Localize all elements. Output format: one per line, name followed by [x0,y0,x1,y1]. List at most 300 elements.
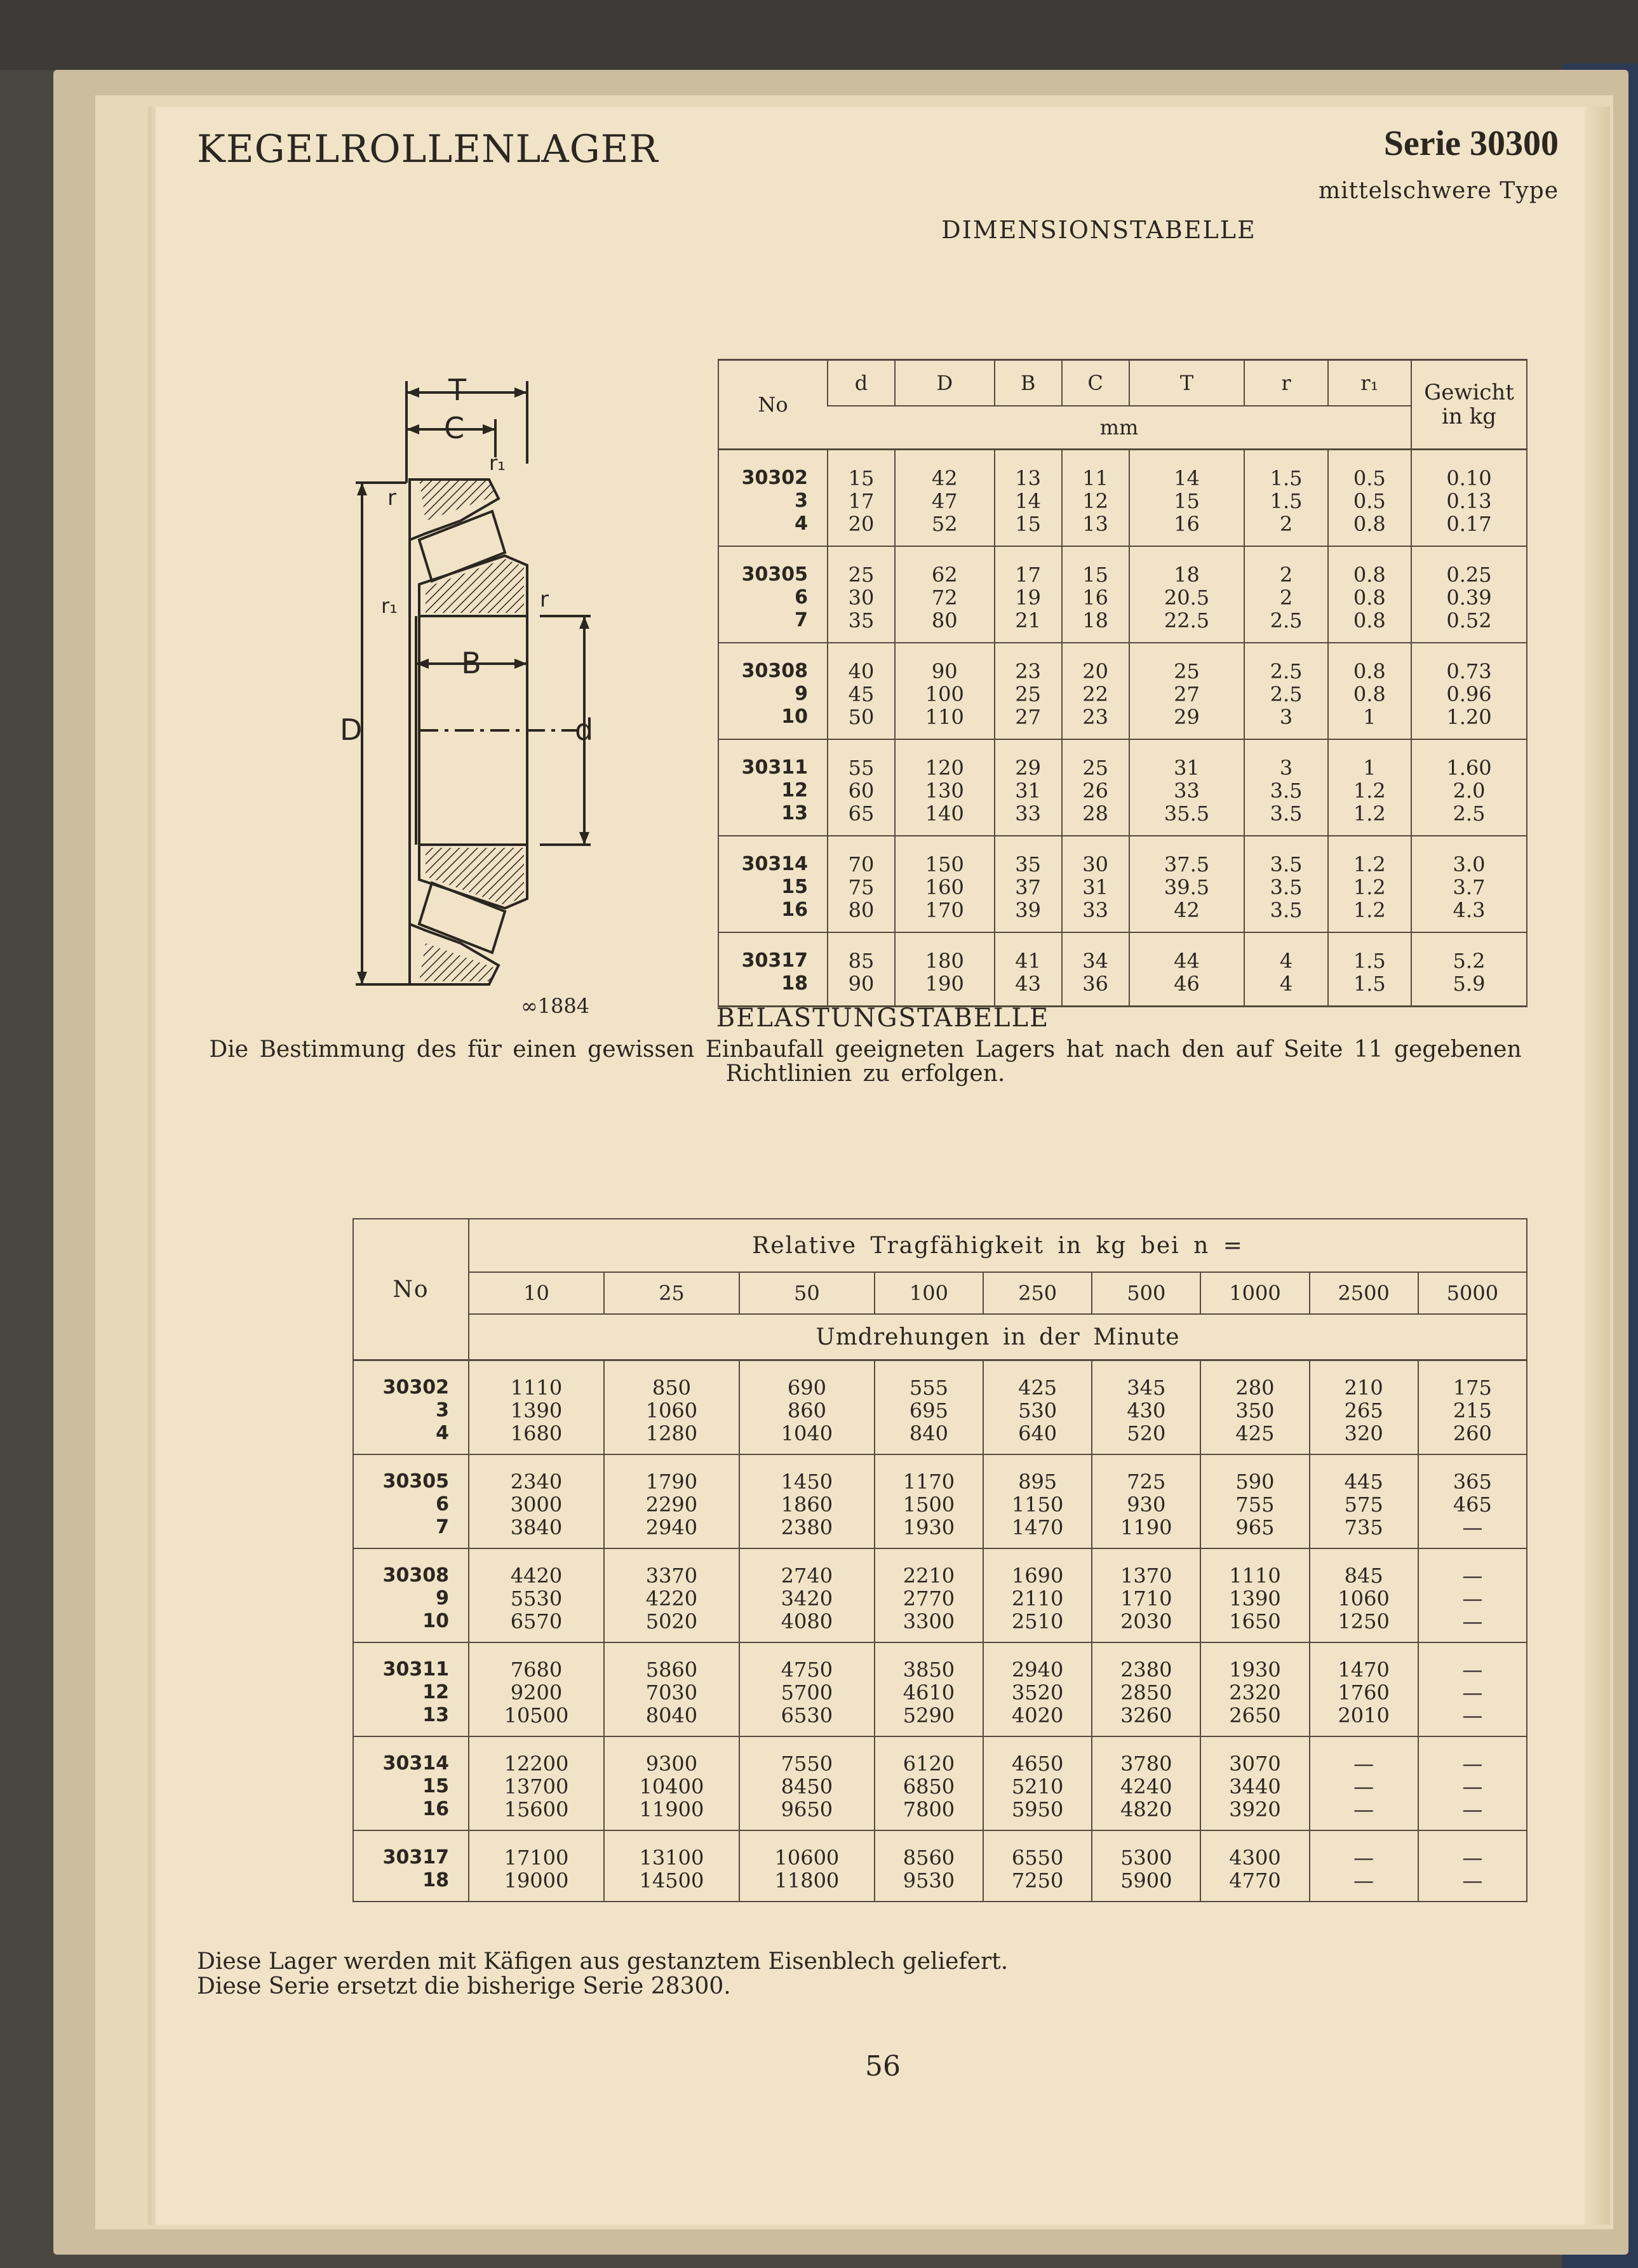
table-cell: 15 [1062,546,1129,586]
table-cell: 27 [995,706,1062,739]
table-cell: 735 [1310,1516,1418,1548]
table-cell: 1060 [604,1399,739,1422]
table-cell: 10600 [739,1830,875,1869]
table-cell: — [1310,1798,1418,1830]
table-cell: 345 [1092,1360,1200,1400]
table-cell: 180 [895,932,995,972]
bearing-number: 30308 [741,660,808,682]
table-cell: 2340 [469,1454,604,1493]
table-cell: 7250 [983,1869,1092,1902]
table-cell: 0.13 [1411,490,1527,513]
dimension-table [718,359,1527,1007]
table-cell: 90 [895,643,995,683]
table-cell: 3000 [469,1493,604,1516]
table-cell: 120 [895,739,995,779]
table-cell: — [1418,1548,1527,1587]
bearing-number: 6 [436,1493,449,1515]
table-cell: 0.5 [1328,490,1411,513]
table-row [353,1422,1527,1454]
table-cell: 530 [983,1399,1092,1422]
table-row [353,1454,1527,1493]
table-cell: 4 [1244,932,1327,972]
table-cell: 3260 [1092,1704,1200,1736]
table-cell: 80 [895,609,995,643]
table-cell: 15 [1129,490,1245,513]
table-cell: 1930 [1200,1642,1309,1681]
table-cell: 3.5 [1244,899,1327,932]
table-cell: 4750 [739,1642,875,1681]
table-row [718,490,1527,513]
table-cell: 3840 [469,1516,604,1548]
column-header: D [895,360,995,406]
table-cell: 31 [1062,876,1129,899]
table-cell: 6850 [875,1775,983,1798]
table-cell: 4300 [1200,1830,1309,1869]
table-cell: 3.7 [1411,876,1527,899]
table-cell: 5.9 [1411,972,1527,1007]
table-cell: 425 [983,1360,1092,1400]
table-cell: 30 [1062,836,1129,876]
table-cell: 13100 [604,1830,739,1869]
table-row [353,1360,1527,1400]
table-cell: 5290 [875,1704,983,1736]
table-cell: 45 [828,683,895,706]
table-row-group [353,1736,1527,1830]
column-header: C [1062,360,1129,406]
bearing-number: 12 [422,1681,449,1703]
table-cell: 1.2 [1328,876,1411,899]
table-cell: 4420 [469,1548,604,1587]
table-cell: 265 [1310,1399,1418,1422]
drawing-label-r1-left: r₁ [381,594,398,618]
column-header: d [828,360,895,406]
backdrop [0,0,1638,70]
table-cell: 29 [1129,706,1245,739]
table-cell: 1.2 [1328,802,1411,836]
table-cell: 2030 [1092,1610,1200,1642]
table-cell: 2940 [983,1642,1092,1681]
table-cell: 0.8 [1328,546,1411,586]
table-cell: 34 [1062,932,1129,972]
table-cell: 33 [1129,779,1245,802]
table-cell: 50 [828,706,895,739]
table-cell: 2850 [1092,1681,1200,1704]
table-cell: 9650 [739,1798,875,1830]
table-cell: 0.39 [1411,586,1527,609]
table-cell: 555 [875,1360,983,1400]
table-cell: 28 [1062,802,1129,836]
table-cell: 2770 [875,1587,983,1610]
table-cell: 44 [1129,932,1245,972]
table-cell: 65 [828,802,895,836]
footnotes [197,1950,1008,1999]
table-cell: — [1418,1869,1527,1902]
bearing-number: 30302 [741,467,808,489]
table-cell: 850 [604,1360,739,1400]
table-cell: 35.5 [1129,802,1245,836]
table-cell: 20 [1062,643,1129,683]
table-cell: 430 [1092,1399,1200,1422]
table-row [353,1775,1527,1798]
table-cell: 725 [1092,1454,1200,1493]
table-cell: 16 [1062,586,1129,609]
table-cell: 4820 [1092,1798,1200,1830]
table-cell: 16 [1129,513,1245,546]
table-cell: 13 [995,450,1062,490]
table-cell: 4.3 [1411,899,1527,932]
table-row [718,683,1527,706]
bearing-number: 9 [436,1587,449,1609]
table-cell: — [1418,1775,1527,1798]
table-cell: 1680 [469,1422,604,1454]
table-cell: 33 [995,802,1062,836]
table-cell: 2.0 [1411,779,1527,802]
table-row [718,546,1527,586]
table-cell: 130 [895,779,995,802]
table-cell: 3 [1244,706,1327,739]
table-cell: 55 [828,739,895,779]
table-cell: 3 [1244,739,1327,779]
drawing-label-T: T [448,375,467,407]
table-row [718,739,1527,779]
bearing-drawing [330,375,661,1029]
table-cell: 52 [895,513,995,546]
table-row-group [718,450,1527,547]
table-cell: — [1310,1869,1418,1902]
table-row-group [718,643,1527,739]
table-cell: 1470 [1310,1642,1418,1681]
table-cell: 2.5 [1244,683,1327,706]
table-cell: 1.60 [1411,739,1527,779]
speed-header: 50 [739,1272,875,1314]
table-cell: 19000 [469,1869,604,1902]
table-cell: 5020 [604,1610,739,1642]
table-cell: 0.10 [1411,450,1527,490]
table-cell: 26 [1062,779,1129,802]
table-cell: 2.5 [1244,643,1327,683]
table-cell: 25 [1129,643,1245,683]
table-cell: 1.5 [1244,450,1327,490]
table-cell: 17 [828,490,895,513]
table-cell: 320 [1310,1422,1418,1454]
table-cell: 40 [828,643,895,683]
table-cell: 845 [1310,1548,1418,1587]
table-cell: 29 [995,739,1062,779]
drawing-label-r-right: r [540,587,549,612]
table-row [718,586,1527,609]
table-cell: 5210 [983,1775,1092,1798]
table-cell: 1.5 [1328,972,1411,1007]
table-row [353,1493,1527,1516]
table-cell: 11800 [739,1869,875,1902]
table-row-group [718,739,1527,836]
table-cell: 1.2 [1328,899,1411,932]
table-cell: 13700 [469,1775,604,1798]
table-cell: 160 [895,876,995,899]
table-row [353,1610,1527,1642]
bearing-number: 16 [781,899,808,921]
drawing-reference: ∞1884 [521,994,590,1018]
drawing-label-D: D [340,713,363,747]
table-cell: 930 [1092,1493,1200,1516]
table-cell: 575 [1310,1493,1418,1516]
table-row [718,513,1527,546]
table-cell: 695 [875,1399,983,1422]
table-cell: 2380 [739,1516,875,1548]
table-cell: 445 [1310,1454,1418,1493]
table-cell: 4220 [604,1587,739,1610]
table-cell: 3420 [739,1587,875,1610]
table-cell: 1390 [1200,1587,1309,1610]
speed-header: 1000 [1200,1272,1309,1314]
speed-header: 10 [469,1272,604,1314]
table-cell: 0.73 [1411,643,1527,683]
table-cell: — [1418,1681,1527,1704]
table-cell: 6120 [875,1736,983,1775]
table-cell: 2.5 [1244,609,1327,643]
table-cell: 4610 [875,1681,983,1704]
bearing-number: 15 [781,876,808,898]
table-cell: 1470 [983,1516,1092,1548]
table-cell: 22.5 [1129,609,1245,643]
table-cell: 7800 [875,1798,983,1830]
table-cell: 1.2 [1328,836,1411,876]
speed-header: 100 [875,1272,983,1314]
unit-label: mm [828,406,1411,450]
column-header-no: No [758,393,788,417]
table-cell: 1.5 [1328,932,1411,972]
table-cell: 2380 [1092,1642,1200,1681]
table-cell: 1110 [1200,1548,1309,1587]
table-cell: 3.5 [1244,802,1327,836]
table-cell: 1650 [1200,1610,1309,1642]
table-row [353,1399,1527,1422]
bearing-number: 13 [422,1704,449,1726]
column-header-weight: Gewicht in kg [1411,360,1527,450]
table-cell: 9530 [875,1869,983,1902]
table-cell: 19 [995,586,1062,609]
column-header: r [1244,360,1327,406]
column-header: T [1129,360,1245,406]
bearing-number: 16 [422,1798,449,1820]
bearing-number: 7 [795,609,808,631]
table-cell: — [1418,1798,1527,1830]
table-cell: 110 [895,706,995,739]
table-row-group [353,1548,1527,1642]
table-cell: 11 [1062,450,1129,490]
table-cell: 0.17 [1411,513,1527,546]
table-cell: 640 [983,1422,1092,1454]
table-cell: 13 [1062,513,1129,546]
table-row [718,609,1527,643]
table-cell: 14 [1129,450,1245,490]
table-cell: 3520 [983,1681,1092,1704]
table-cell: 1170 [875,1454,983,1493]
bearing-number: 7 [436,1516,449,1538]
table-cell: 18 [1129,546,1245,586]
table-cell: 2320 [1200,1681,1309,1704]
table-cell: 690 [739,1360,875,1400]
table-cell: 25 [828,546,895,586]
table-row [718,643,1527,683]
bearing-number: 3 [795,490,808,512]
table-row [353,1869,1527,1902]
table-cell: 25 [1062,739,1129,779]
table-cell: 140 [895,802,995,836]
table-cell: 5700 [739,1681,875,1704]
column-header: B [995,360,1062,406]
column-header-no: No [353,1219,469,1360]
table-cell: 1500 [875,1493,983,1516]
dimension-table-heading: DIMENSIONSTABELLE [941,216,1256,244]
table-cell: 7550 [739,1736,875,1775]
table-row-group [718,836,1527,932]
table-cell: 3440 [1200,1775,1309,1798]
table-cell: 3920 [1200,1798,1309,1830]
table-cell: 4650 [983,1736,1092,1775]
bearing-number: 30302 [382,1376,449,1399]
table-cell: 5950 [983,1798,1092,1830]
table-cell: 90 [828,972,895,1007]
speed-header: 25 [604,1272,739,1314]
table-row-group [718,932,1527,1007]
table-cell: 175 [1418,1360,1527,1400]
table-cell: 2510 [983,1610,1092,1642]
table-cell: 20 [828,513,895,546]
table-cell: 21 [995,609,1062,643]
table-cell: 10500 [469,1704,604,1736]
bearing-number: 30311 [741,756,808,779]
column-header: r₁ [1328,360,1411,406]
table-cell: 4020 [983,1704,1092,1736]
bearing-number: 9 [795,683,808,705]
bearing-number: 30314 [741,853,808,875]
table-cell: 2210 [875,1548,983,1587]
table-cell: 7680 [469,1642,604,1681]
table-cell: 1.2 [1328,779,1411,802]
table-row-group [353,1360,1527,1455]
table-cell: 22 [1062,683,1129,706]
table-row-group [353,1830,1527,1902]
table-cell: 14 [995,490,1062,513]
table-row [718,836,1527,876]
bearing-number: 6 [795,586,808,608]
table-cell: 62 [895,546,995,586]
table-cell: 0.25 [1411,546,1527,586]
table-row-group [353,1454,1527,1548]
table-cell: 60 [828,779,895,802]
table-cell: 0.96 [1411,683,1527,706]
table-row [353,1548,1527,1587]
table-cell: — [1418,1704,1527,1736]
table-cell: 465 [1418,1493,1527,1516]
bearing-number: 30314 [382,1752,449,1775]
table-cell: — [1310,1775,1418,1798]
bearing-number: 30311 [382,1658,449,1681]
bearing-number: 30308 [382,1564,449,1587]
table-cell: 3.5 [1244,836,1327,876]
table-cell: — [1418,1610,1527,1642]
table-cell: 70 [828,836,895,876]
table-cell: 260 [1418,1422,1527,1454]
table-cell: 36 [1062,972,1129,1007]
table-row [718,932,1527,972]
table-cell: 150 [895,836,995,876]
table-cell: 20.5 [1129,586,1245,609]
series-title: Serie 30300 [1383,124,1559,163]
table-cell: 0.8 [1328,513,1411,546]
table-cell: 41 [995,932,1062,972]
table-cell: — [1418,1830,1527,1869]
table-cell: 0.8 [1328,586,1411,609]
table-cell: — [1418,1516,1527,1548]
table-cell: 43 [995,972,1062,1007]
table-cell: 17100 [469,1830,604,1869]
table-row [353,1704,1527,1736]
table-cell: 1710 [1092,1587,1200,1610]
table-cell: 15600 [469,1798,604,1830]
bearing-number: 13 [781,802,808,824]
table-cell: 1190 [1092,1516,1200,1548]
table-cell: 2 [1244,546,1327,586]
bearing-number: 4 [795,513,808,535]
bearing-number: 30305 [382,1470,449,1493]
table-row [353,1681,1527,1704]
table-cell: 35 [995,836,1062,876]
drawing-label-r1-top: r₁ [489,451,506,475]
table-row [353,1736,1527,1775]
table-cell: 31 [995,779,1062,802]
table-cell: 1280 [604,1422,739,1454]
table-cell: 1 [1328,739,1411,779]
table-cell: 860 [739,1399,875,1422]
table-cell: 1060 [1310,1587,1418,1610]
table-cell: 1930 [875,1516,983,1548]
table-row [718,779,1527,802]
table-cell: 47 [895,490,995,513]
bearing-number: 10 [781,706,808,728]
table-cell: 2740 [739,1548,875,1587]
table-cell: 1040 [739,1422,875,1454]
table-cell: 3780 [1092,1736,1200,1775]
table-cell: 1.5 [1244,490,1327,513]
table-cell: 3.5 [1244,876,1327,899]
table-cell: 0.8 [1328,643,1411,683]
table-cell: — [1418,1736,1527,1775]
drawing-label-r-top: r [387,485,396,511]
table-cell: 42 [895,450,995,490]
table-cell: 1790 [604,1454,739,1493]
table-row [718,802,1527,836]
table-cell: 100 [895,683,995,706]
table-cell: 35 [828,609,895,643]
table-row [718,899,1527,932]
table-cell: 3070 [1200,1736,1309,1775]
table-cell: 4770 [1200,1869,1309,1902]
table-cell: 1250 [1310,1610,1418,1642]
table-cell: 3.0 [1411,836,1527,876]
table-cell: 365 [1418,1454,1527,1493]
table-cell: 23 [1062,706,1129,739]
table-cell: 840 [875,1422,983,1454]
bearing-number: 18 [781,972,808,995]
table-cell: 42 [1129,899,1245,932]
table-row [718,876,1527,899]
load-table-intro: Die Bestimmung des für einen gewissen Einbaufall geeigneten Lagers hat nach den auf Seite 11 gegebenen Richtlinien zu erfolgen. [209,1037,1522,1087]
speed-header: 250 [983,1272,1092,1314]
speed-header: 5000 [1418,1272,1527,1314]
table-cell: 5900 [1092,1869,1200,1902]
